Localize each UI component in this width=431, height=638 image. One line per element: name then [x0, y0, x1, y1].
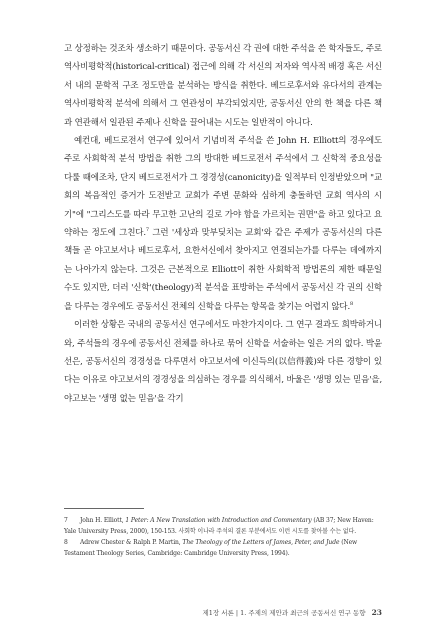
- footnote-number: 7: [64, 517, 68, 524]
- running-head: 제1장 서론 | 1. 주제의 제안과 최근의 공동서신 연구 동향: [202, 609, 366, 617]
- footnote-title: The Theology of the Letters of James, Peter, and Jude: [182, 539, 340, 546]
- page-footer: [203, 608, 383, 617]
- footnote-title: 1 Peter: A New Translation with Introduction and Commentary: [125, 517, 312, 524]
- footnote-8: [64, 538, 382, 559]
- footnote-rest: (AB 37; New Haven: Yale University Press, 2000), 150-153. 사회학 이나라 주석의 결론 부분에서도 이런 시도를 찾아볼 수는 없다.: [64, 517, 374, 535]
- paragraph-3: 이러한 상황은 국내의 공동서신 연구에서도 마찬가지이다. 그 연구 결과도 희박하거니와, 주석들의 경우에 공동서신 전체를 하나로 묶어 신학을 서술하는 일은 거의 없다. 박윤선은, 공동서신의 경경성을 다루면서 야고보서에 이신득의(以信得義)와 다른 경향이 있다는 이유로 야고보서의 경경성을 의심하는 경우를 의식해서, 바울은 '생명 있는 믿음'을, 야고보는 '생명 없는 믿음'을 각기: [64, 320, 382, 404]
- footnote-ref-8[interactable]: 8: [350, 300, 354, 307]
- footnotes: [64, 516, 382, 560]
- footnote-author: Adrew Chester & Ralph P. Martin,: [80, 539, 181, 546]
- footnote-7: [64, 516, 382, 537]
- footnote-divider: [64, 508, 144, 509]
- paragraph-2-part-a: 예컨대, 베드로전서 연구에 있어서 기념비적 주석을 쓴 John H. Elliott의 경우에도 주로 사회학적 분석 방법을 취한 그의 방대한 베드로전서 주석에서 그 신학적 중요성을 다룰 때에조차, 단지 베드로전서가 그 경경성(canonicity)을 일적부터 인정받았으며 "교회의 복음적인 증거가 도전받고 교회가 주변 문화와 심하게 충돌하던 교회 역사의 시기"에 "그리스도를 따라 무고한 고난의 길로 가야 함을 가르치는 권면"을 하고 있다고 요약하는 정도에 그친다.: [64, 136, 382, 239]
- footnote-ref-7[interactable]: 7: [145, 227, 149, 234]
- footnote-number: 8: [64, 539, 68, 546]
- paragraph-1: 고 상정하는 것조차 생소하기 때문이다. 공동서신 각 권에 대한 주석을 쓴 학자들도, 주로 역사비평학적(historical-critical) 접근에 의해 각 서신의 저자와 역사적 배경 혹은 서신서 내의 문학적 구조 정도만을 분석하는 방식을 취한다. 베드로후서와 유다서의 관계는 역사비평학적 분석에 의해서 그 연관성이 부각되었지만, 공동서신 안의 한 책을 다른 책과 연관해서 일관된 주제나 신학을 끌어내는 시도는 일반적이 아니다.: [64, 44, 382, 128]
- page-number: 23: [371, 608, 382, 617]
- paragraph-2: [64, 132, 382, 316]
- paragraph-2-part-b: 그런 '세상과 맞부딪치는 교회'와 같은 주제가 공동서신의 다른 책들 곧 야고보서나 베드로후서, 요한서신에서 찾아지고 연결되는가를 다루는 데에까지는 나아가지 않는다. 그것은 근본적으로 Elliott이 취한 사회학적 방법론의 제한 때문일 수도 있지만, 더러 '신학'(theology)적 분석을 표방하는 주석에서 공동서신 각 권의 신학을 다루는 경우에도 공동서신 전체의 신학을 다루는 항목을 찾기는 어렵지 않다.: [64, 228, 382, 312]
- main-text: [64, 40, 382, 408]
- footnote-author: John H. Elliott,: [80, 517, 124, 524]
- footnote-rest: (New Testament Theology Series, Cambridge: Cambridge University Press, 1994).: [64, 539, 358, 557]
